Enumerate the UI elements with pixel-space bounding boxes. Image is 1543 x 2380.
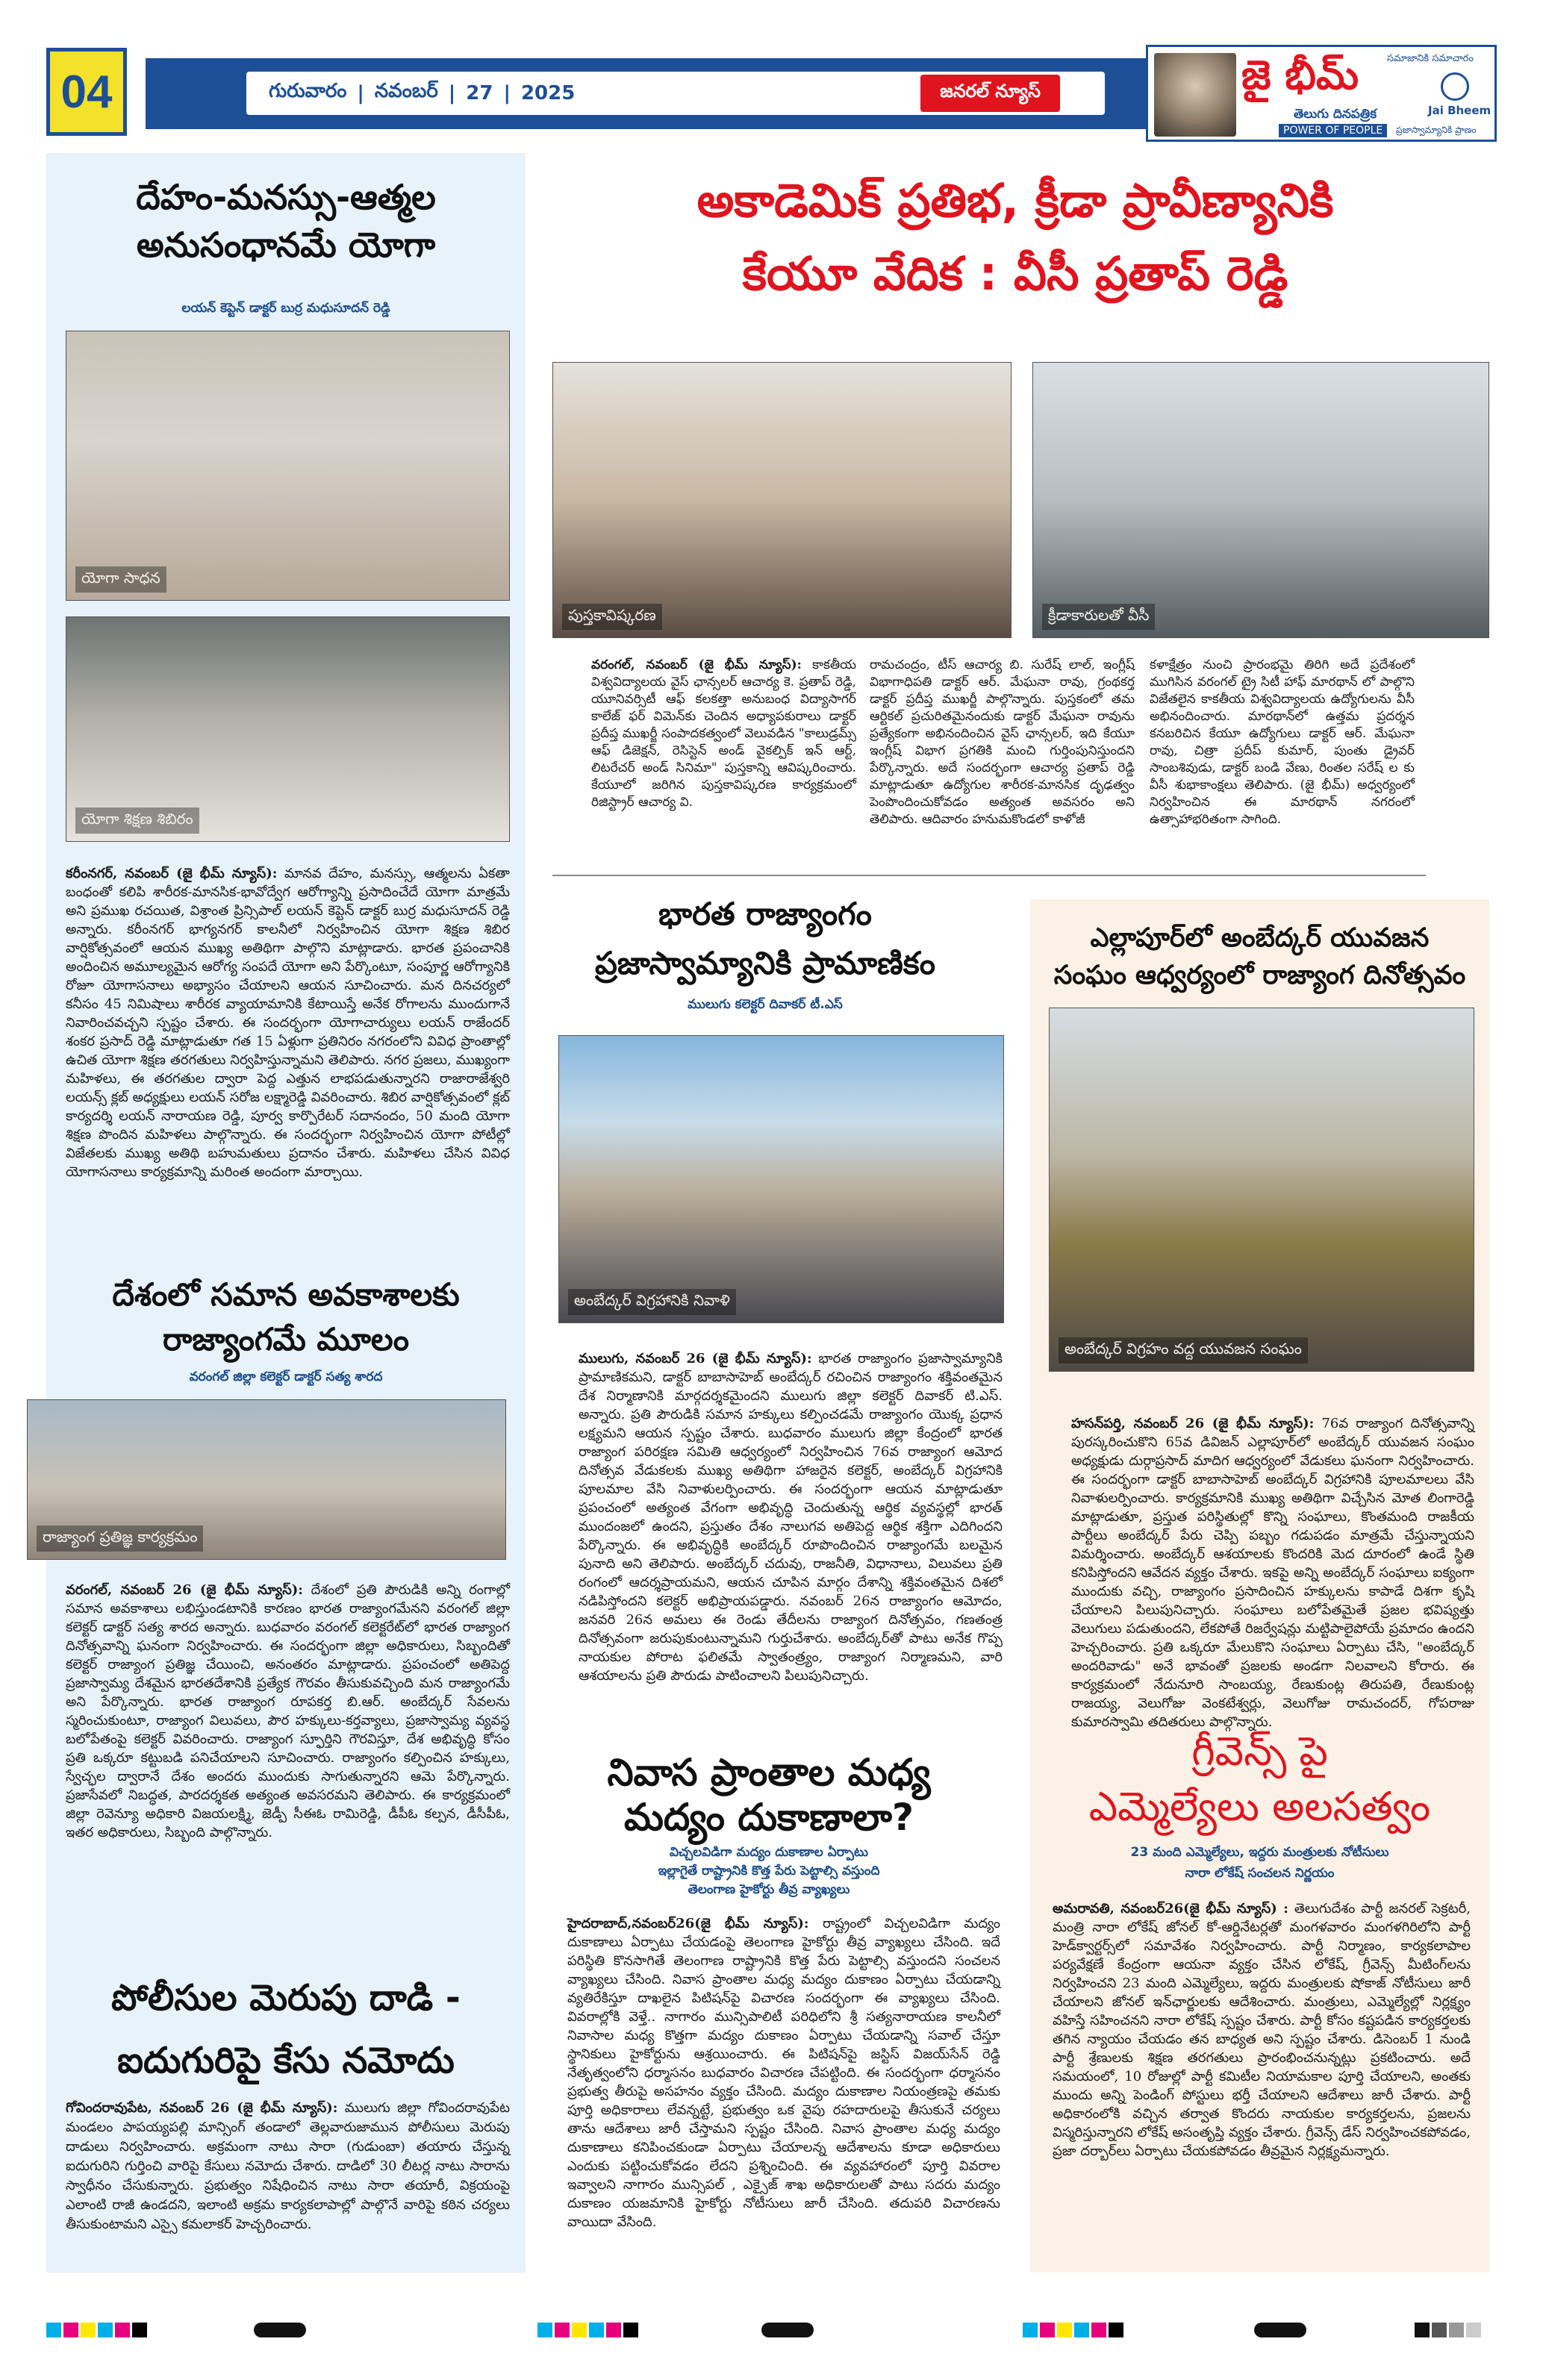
equal-headline: దేశంలో సమాన అవకాశాలకు రాజ్యాంగమే మూలం xyxy=(112,1276,460,1358)
kakatiya-col-1: వరంగల్, నవంబర్ (జై భీమ్ న్యూస్): కాకతీయ విశ్వవిద్యాలయ వైస్ ఛాన్సలర్ ఆచార్య కె. ప్రతాప్ రెడ్డి, యూనివర్సిటీ ఆఫ్ కలకత్తా అనుబంధ విద్యాసాగర్ కాలేజ్ ఫర్ విమెన్‌కు చెందిన అధ్యాపకురాలు డాక్టర్ ప్రదీప్త ముఖర్జీ సంపాదకత్వంలో వెలువడిన "కాలుడ్రమ్స్ ఆఫ్ డిజెక్షన్, రెసిస్టెన్ అండ్ వైకల్పిక్ ఇన్ ఆర్ట్, లిటరేచర్ అండ్ సినిమా" పుస్తకాన్ని ఆవిష్కరించారు. కేయూలో జరిగిన పుస్తకావిష్కరణ కార్యక్రమంలో రిజిస్ట్రార్ ఆచార్య వి. xyxy=(591,658,856,810)
logo-tag-top: సమాజానికి సమాచారం xyxy=(1387,53,1474,64)
ambedkar-portrait-icon xyxy=(1154,53,1236,137)
grievance-sub-2: నారా లోకేష్ సంచలన నిర్ణయం xyxy=(1185,1866,1335,1881)
page-number: 04 xyxy=(60,66,113,118)
liquor-sub-2: ఇల్లాగైతే రాష్ట్రానికి కొత్త పేరు పెట్టాల్సి వస్తుంది xyxy=(658,1864,880,1878)
mulugu-byline: ములుగు కలెక్టర్ దివాకర్ టీ.ఎస్ xyxy=(688,997,843,1012)
logo-sub-english: POWER OF PEOPLE xyxy=(1279,124,1387,137)
logo-tag-bottom: ప్రజాస్వామ్యానికి ప్రాణం xyxy=(1396,125,1477,135)
section-tag: జనరల్ న్యూస్ xyxy=(920,75,1060,112)
mulugu-headline: భారత రాజ్యాంగం ప్రజాస్వామ్యానికి ప్రామాణికం xyxy=(594,896,936,981)
mulugu-article: ములుగు, నవంబర్ 26 (జై భీమ్ న్యూస్): భారత రాజ్యాంగం ప్రజాస్వామ్యానికి ప్రామాణికమని, డాక్టర్ బాబాసాహెబ్ అంబేద్కర్ రచించిన రాజ్యాంగం శక్తివంతమైన దేశ నిర్మాణానికి మార్గదర్శకమైందని ములుగు జిల్లా కలెక్టర్ దివాకర్ టి.ఎస్. అన్నారు. ప్రతి పౌరుడికి సమాన హక్కులు కల్పించడమే రాజ్యాంగం యొక్క ప్రధాన లక్ష్యమని ఆయన స్పష్టం చేశారు. బుధవారం ములుగు జిల్లా కేంద్రంలో భారత రాజ్యాంగ పరిరక్షణ సమితి ఆధ్వర్యంలో నిర్వహించిన 76వ రాజ్యాంగ ఆమోద దినోత్సవ వేడుకలకు ముఖ్య అతిథిగా హాజరైన కలెక్టర్, అంబేద్కర్ విగ్రహానికి పూలమాల వేసి నివాళులర్పించారు. ఈ సందర్భంగా ఆయన మాట్లాడుతూ ప్రపంచంలో అత్యంత వేగంగా అభివృద్ధి చెందుతున్న ఆర్థిక వ్యవస్థల్లో భారత్ ముందంజలో ఉందని, ప్రస్తుతం దేశం నాలుగవ అతిపెద్ద ఆర్థిక శక్తిగా ఎదిగిందని పేర్కొన్నారు. ఈ అభివృద్ధికి అంబేద్కర్ రూపొందించిన రాజ్యాంగమే బలమైన పునాది అని తెలిపారు. అంబేద్కర్ చదువు, రాజనీతి, విధానాలు, విలువలు ప్రతి రంగంలో ఆదర్శప్రాయమని, ఆయన చూపిన మార్గం దేశాన్ని శక్తివంతమైన దిశలో నడిపిస్తోందని కలెక్టర్ అభిప్రాయపడ్డారు. నవంబర్ 26న రాజ్యాంగం ఆమోదం, జనవరి 26న అమలు ఈ రెండు తేదీలను రాజ్యాంగ దినోత్సవం, గణతంత్ర దినోత్సవంగా జరుపుకుంటున్నామని గుర్తుచేశారు. అంబేద్కర్‌తో పాటు అనేక గొప్ప నాయకుల పోరాట ఫలితమే స్వాతంత్ర్యం, రాజ్యాంగ నిర్మాణమని, వారి ఆశయాలను ప్రతి పౌరుడు పాటించాలని పిలుపునిచ్చారు. xyxy=(579,1351,1003,1684)
mulugu-photo: అంబేద్కర్ విగ్రహానికి నివాళి xyxy=(558,1035,1004,1323)
equal-article: వరంగల్, నవంబర్ 26 (జై భీమ్ న్యూస్): దేశంలో ప్రతి పౌరుడికి అన్ని రంగాల్లో సమాన అవకాశాలు లభిస్తుండటానికి కారణం భారత రాజ్యాంగమేనని వరంగల్ జిల్లా కలెక్టర్ డాక్టర్ సత్య శారద అన్నారు. బుధవారం వరంగల్ కలెక్టరేట్‌లో భారత రాజ్యాంగ దినోత్సవాన్ని ఘనంగా నిర్వహించారు. ఈ సందర్భంగా జిల్లా అధికారులు, సిబ్బందితో కలెక్టర్ రాజ్యాంగ ప్రతిజ్ఞ చేయించి, అనంతరం మాట్లాడారు. ప్రపంచంలో అతిపెద్ద ప్రజాస్వామ్య దేశమైన భారతదేశానికి ప్రత్యేక గౌరవం తీసుకువచ్చింది మన రాజ్యాంగమే అని పేర్కొన్నారు. భారత రాజ్యాంగ రూపకర్త బి.ఆర్. అంబేద్కర్ సేవలను స్మరించుకుంటూ, రాజ్యాంగ విలువలు, పౌర హక్కులు-కర్తవ్యాలు, ప్రజాస్వామ్య వ్యవస్థ బలోపేతంపై కలెక్టర్ వివరించారు. రాజ్యాంగ స్ఫూర్తిని గౌరవిస్తూ, దేశ అభివృద్ధి కోసం ప్రతి ఒక్కరూ కట్టుబడి పనిచేయాలని సూచించారు. రాజ్యాంగం కల్పించిన హక్కులు, స్వేచ్ఛల ద్వారానే దేశం అందరు ముందుకు సాగుతున్నారని ఆమె పేర్కొన్నారు. ప్రజాసేవలో నిబద్ధత, పారదర్శకత అత్యంత అవసరమని తెలిపారు. ఈ కార్యక్రమంలో జిల్లా రెవెన్యూ అధికారి విజయలక్ష్మి, జెడ్పీ సీఈఓ రామిరెడ్డి, డీపీఓ కల్పన, డీసీపీఓ, ఇతర అధికారులు, సిబ్బంది పాల్గొన్నారు. xyxy=(66,1582,510,1840)
police-headline: పోలీసుల మెరుపు దాడి - ఐదుగురిపై కేసు నమోదు xyxy=(111,1977,461,2081)
equal-byline: వరంగల్ జిల్లా కలెక్టర్ డాక్టర్ సత్య శారద xyxy=(189,1369,383,1384)
kakatiya-photo-2: క్రీడాకారులతో వీసీ xyxy=(1032,362,1489,638)
yoga-headline: దేహం-మనస్సు-ఆత్మల అనుసంధానమే యోగా xyxy=(136,177,436,265)
color-bar-right xyxy=(1023,2323,1123,2337)
grievance-article: అమరావతి, నవంబర్26(జై భీమ్ న్యూస్) : తెలుగుదేశం పార్టీ జనరల్ సెక్రటరీ, మంత్రి నారా లోకేష్ జోనల్ కో-ఆర్డినేటర్లతో మంగళవారం మంగళగిరిలోని పార్టీ హెడ్‌క్వార్టర్స్‌లో సమావేశం నిర్వహించారు. పార్టీ నిర్మాణం, కార్యకలాపాల పర్యవేక్షణే కేంద్రంగా ఆయనా వ్యక్తం చేసిన లోకేష్, గ్రీవెన్స్ మీటింగ్‌లను నిర్వహించని 23 మంది ఎమ్మెల్యేలు, ఇద్దరు మంత్రులకు షోకాజ్ నోటీసులు జారీ చేయాలని జోనల్ ఇన్‌ఛార్జులకు ఆదేశించారు. మంత్రులు, ఎమ్మెల్యేల్లో నిర్లక్ష్యం వహిస్తే సహించనని నారా లోకేష్ స్పష్టం చేశారు. పార్టీ కోసం కష్టపడిన కార్యకర్తలకు తగిన న్యాయం చేయడం తన బాధ్యత అని స్పష్టం చేశారు. డిసెంబర్ 1 నుండి పార్టీ శ్రేణులకు శిక్షణ తరగతులు ప్రారంభించనున్నట్లు ప్రకటించారు. అదే సమయంలో, 10 రోజుల్లో పార్టీ కమిటీల నియామకాల పూర్తి చేయాలని, అంతకు ముందు అన్ని పెండింగ్ పోస్టులు భర్తీ చేయాలని ఆదేశాలు జారీ చేశారు. పార్టీ అధికారంలోకి వచ్చిన తర్వాత కొందరు నాయకుల కార్యకర్తలను, ప్రజలను విస్మరిస్తున్నారని లోకేష్ అసంతృప్తి వ్యక్తం చేశారు. గ్రీవెన్స్ డేస్ నిర్వహించకపోవడం, ప్రజా దర్బార్‌లు ఏర్పాటు చేయకపోవడం తీవ్రమైన నిర్లక్ష్యమన్నారు. xyxy=(1053,1901,1471,2159)
equal-photo: రాజ్యాంగ ప్రతిజ్ఞ కార్యక్రమం xyxy=(27,1399,506,1560)
logo-title: జై భీమ్ xyxy=(1241,51,1359,99)
logo-block xyxy=(1146,45,1497,142)
liquor-article: హైదరాబాద్,నవంబర్26(జై భీమ్ న్యూస్): రాష్ట్రంలో విచ్చలవిడిగా మద్యం దుకాణాలు ఏర్పాటు చేయడంపై తెలంగాణ హైకోర్టు తీవ్ర వ్యాఖ్యలు చేసింది. ఇదే పరిస్థితి కొనసాగితే తెలంగాణ రాష్ట్రానికి కొత్త పేరు పెట్టాల్సి వస్తుందని సంచలన వ్యాఖ్యలు చేసింది. నివాస ప్రాంతాల మధ్య మద్యం దుకాణం ఏర్పాటు చేయడాన్ని వ్యతిరేకిస్తూ దాఖలైన పిటిషన్‌పై విచారణ సందర్భంగా ఈ వ్యాఖ్యలు చేసింది. వివరాల్లోకి వెళ్తే.. నాగారం మున్సిపాలిటీ పరిధిలోని శ్రీ సత్యనారాయణ కాలనీలో నివాసాల మధ్య కొత్తగా మద్యం దుకాణం ఏర్పాటు చేయడాన్ని సవాల్ చేస్తూ స్థానికులు హైకోర్టును ఆశ్రయించారు. ఈ పిటిషన్‌పై జస్టిస్ విజయ్‌సేన్ రెడ్డి నేతృత్వంలోని ధర్మాసనం బుధవారం విచారణ చేపట్టింది. ఈ సందర్భంగా ధర్మాసనం ప్రభుత్వ తీరుపై అసహనం వ్యక్తం చేసింది. మద్యం దుకాణాల నియంత్రణపై తమకు పూర్తి అధికారాలు లేవన్నట్టే, ప్రభుత్వం ఒక వైపు రహదారులపై తీసుకునే చర్యలు తాను ఆదేశాలు జారీ చేస్తామని స్పష్టం చేసింది. నివాస ప్రాంతాల మధ్య మద్యం దుకాణాలు కనిపించకుండా ఏర్పాటు చేయాలన్న ఆదేశాలను కూడా అధికారులు ఎందుకు పట్టించుకోవడం లేదని ప్రశ్నించింది. ఈ వ్యవహారంలో పూర్తి వివరాల ఇవ్వాలని నాగారం మున్సిపల్ , ఎక్సైజ్ శాఖ అధికారులతో పాటు సదరు మద్యం దుకాణం యజమానికి హైకోర్టు నోటీసులు జారీ చేసింది. తదుపరి విచారణను వాయిదా వేసింది. xyxy=(567,1916,1000,2230)
color-bar-gray xyxy=(1415,2323,1481,2337)
date-num: 27 xyxy=(466,82,493,104)
liquor-sub-1: విచ్చలవిడిగా మద్యం దుకాణాల ఏర్పాటు xyxy=(670,1845,868,1860)
logo-english: Jai Bheem xyxy=(1428,104,1491,117)
grievance-headline: గ్రీవెన్స్ పై ఎమ్మెల్యేలు అలసత్వం xyxy=(1088,1728,1431,1830)
reg-mark-2 xyxy=(761,2323,814,2337)
date-year: 2025 xyxy=(520,82,576,104)
yellapur-article: హసన్‌పర్తి, నవంబర్ 26 (జై భీమ్ న్యూస్): 76వ రాజ్యాంగ దినోత్సవాన్ని పురస్కరించుకొని 65వ డివిజన్ ఎల్లాపూర్‌లో అంబేద్కర్ యువజన సంఘం అధ్యక్షుడు దుర్గాప్రసాద్ మాదిగ ఆధ్వర్యంలో వేడుకలు ఘనంగా నిర్వహించారు. ఈ సందర్భంగా డాక్టర్ బాబాసాహెబ్ అంబేద్కర్ విగ్రహానికి పూలమాలలు వేసి నివాళులర్పించారు. కార్యక్రమానికి ముఖ్య అతిథిగా విచ్చేసిన మోత లింగారెడ్డి మాట్లాడుతూ, ప్రస్తుత పరిస్థితుల్లో కొన్ని సంఘాలు, కొంతమంది రాజకీయ పార్టీలు అంబేద్కర్ పేరు చెప్పి పబ్బం గడుపడం మాత్రమే చేస్తున్నాయని విమర్శించారు. అంబేద్కర్ ఆశయాలకు కొందరికి మెద దూరంలో ఉండే స్థితి కనిపిస్తోందని ఆవేదన వ్యక్తం చేశారు. ఇకపై అన్ని అంబేద్కర్ సంఘాలు ఐక్యంగా ముందుకు వచ్చి, రాజ్యాంగం ప్రసాదించిన హక్కులను కాపాడే దిశగా కృషి చేయాలని పిలుపునిచ్చారు. సంఘాలు బలోపేతమైతే ప్రజల భవిష్యత్తు వెలుగులు పడుతుందని, లేకపోతే రిజర్వేషన్లు మట్టిపాలైపోయే ప్రమాదం ఉందని హెచ్చరించారు. ప్రతి ఒక్కరూ మేలుకొని సంఘాలు ఏర్పాటు చేసి, "అంబేద్కర్ అందరివాడు" అనే భావంతో ప్రజలకు అండగా నిలవాలని కోరారు. ఈ కార్యక్రమంలో నేదునూరి సాంబయ్య, రేణుకుంట్ల తిరుపతి, రేణుకుంట్ల రాజయ్య, వెలుగోజు వెంకటేశ్వర్లు, వెలుగోజు రామచందర్, గోపరాజు కుమారస్వామి తదితరులు పాల్గొన్నారు. xyxy=(1071,1416,1474,1730)
yellapur-photo: అంబేద్కర్ విగ్రహం వద్ద యువజన సంఘం xyxy=(1049,1008,1474,1372)
color-bar-mid xyxy=(537,2323,638,2337)
color-bar-left xyxy=(46,2323,147,2337)
date-strip: గురువారం | నవంబర్ | 27 | 2025 జనరల్ న్యూస్ xyxy=(246,72,1105,115)
jai-bheem-emblem-icon xyxy=(1441,72,1469,101)
kakatiya-col-2: రామచంద్రం, టీస్ ఆచార్య బి. సురేష్ లాల్, ఇంగ్లీష్ విభాగాధిపతి డాక్టర్ ఆర్. మేఘనా రావు, గ్రంథకర్త డాక్టర్ ప్రదీప్త ముఖర్జీ పాల్గొన్నారు. పుస్తకంలో తమ ఆర్టికల్ ప్రచురితమైనందుకు డాక్టర్ మేఘనా రావును ప్రత్యేకంగా అభినందించిన వైస్ ఛాన్సలర్, ఇది కేయూ ఇంగ్లీష్ విభాగ ప్రగతికి మంచి గుర్తింపునిస్తుందని పేర్కొన్నారు. అదే సందర్భంగా ఆచార్య ప్రతాప్ రెడ్డి మాట్లాడుతూ ఉద్యోగుల శారీరక-మానసిక దృఢత్వం పెంపొందించుకోవడం అత్యంత అవసరం అని తెలిపారు. ఆదివారం హనుమకొండలో కాళోజీ xyxy=(870,658,1135,827)
yoga-photo-1: యోగా సాధన xyxy=(66,331,510,601)
kakatiya-headline: అకాడెమిక్ ప్రతిభ, క్రీడా ప్రావీణ్యానికి కేయూ వేదిక : వీసీ ప్రతాప్ రెడ్డి xyxy=(696,173,1334,301)
police-article: గోవిందరావుపేట, నవంబర్ 26 (జై భీమ్ న్యూస్): ములుగు జిల్లా గోవిందరావుపేట మండలం పాపయ్యపల్లి మాన్సింగ్ తండాలో తెల్లవారుజామున పోలీసులు మెరుపు దాడులు నిర్వహించారు. అక్రమంగా నాటు సారా (గుడుంబా) తయారు చేస్తున్న ఐదుగురిని గుర్తించి వారిపై కేసులు నమోదు చేశారు. దాడిలో 30 లీటర్ల నాటు సారాను స్వాధీనం చేసుకున్నారు. ప్రభుత్వం నిషేధించిన నాటు సారా తయారీ, విక్రయంపై ఎలాంటి రాజీ ఉండదని, ఇలాంటి అక్రమ కార్యకలాపాల్లో పాల్గొనే వారిపై కఠిన చర్యలు తీసుకుంటామని ఎస్సై కమలాకర్ హెచ్చరించారు. xyxy=(66,2100,511,2232)
reg-mark-3 xyxy=(1254,2323,1306,2337)
yellapur-headline: ఎల్లాపూర్‌లో అంబేద్కర్ యువజన సంఘం ఆధ్వర్యంలో రాజ్యాంగ దినోత్సవం xyxy=(1053,923,1466,990)
yoga-byline: లయన్ కెప్టెన్ డాక్టర్ బుర్ర మధుసూదన్ రెడ్డి xyxy=(181,301,390,316)
kakatiya-photo-1: పుస్తకావిష్కరణ xyxy=(552,362,1011,638)
date-day: గురువారం xyxy=(269,80,347,102)
grievance-sub-1: 23 మంది ఎమ్మెల్యేలు, ఇద్దరు మంత్రులకు నోటీసులు xyxy=(1130,1845,1389,1860)
yoga-article: కరీంనగర్, నవంబర్ (జై భీమ్ న్యూస్): మానవ దేహం, మనస్సు, ఆత్మలను ఏకతా బంధంతో కలిపి శారీరక-మానసిక-భావోద్వేగ ఆరోగ్యాన్ని ప్రసాదించేదే యోగా మాత్రమే అని ప్రముఖ రచయిత, విశ్రాంత ప్రిన్సిపాల్ లయన్ కెప్టెన్ డాక్టర్ బుర్ర మధుసూదన్ రెడ్డి అన్నారు. కరీంనగర్ భాగ్యనగర్ కాలనీలో నిర్వహించిన యోగా శిక్షణ శిబిర వార్షికోత్సవంలో ఆయన ముఖ్య అతిథిగా పాల్గొని మాట్లాడారు. భారత ప్రపంచానికి అందించిన అమూల్యమైన ఆరోగ్య సంపదే యోగా అని పేర్కొంటూ, సంపూర్ణ ఆరోగ్యానికి రోజూ యోగాసనాలు అభ్యాసం చేయాలని ఆయన సూచించారు. మన దినచర్యలో కనీసం 45 నిమిషాలు శారీరక వ్యాయామానికి కేటాయిస్తే అనేక రోగాలను ముందుగానే నివారించవచ్చని స్పష్టం చేశారు. ఈ సందర్భంగా యోగాచార్యులు లయన్ రాజేందర్ శంకర ప్రసాద్ రెడ్డి మాట్లాడుతూ గత 15 ఏళ్లుగా ప్రతినిరం నగరంలోని వివిధ ప్రాంతాల్లో ఉచిత యోగా శిక్షణ తరగతులు నిర్వహిస్తున్నామని తెలిపారు. నగర ప్రజలు, ముఖ్యంగా మహిళలు, ఈ తరగతుల ద్వారా పెద్ద ఎత్తున లాభపడుతున్నారని రాజారాజేశ్వరి లయన్స్ క్లబ్ అధ్యక్షులు లయన్ సరోజ లక్ష్మారెడ్డి వివరించారు. శిబిర వార్షికోత్సవంలో క్లబ్ కార్యదర్శి లయన్ నారాయణ రెడ్డి, పూర్వ కార్పొరేటర్ సదానందం, 50 మంది యోగా శిక్షణ పొందిన మహిళలు పాల్గొన్నారు. ఈ సందర్భంగా నిర్వహించిన యోగా పోటీల్లో విజేతలకు ముఖ్య అతిథి బహుమతులు ప్రదానం చేశారు. మహిళలు చేసిన వివిధ యోగాసనాలు కార్యక్రమాన్ని మరింత అందంగా మార్చాయి. xyxy=(66,866,510,1180)
kakatiya-col-3: కళాక్షేత్రం నుంచి ప్రారంభమై తిరిగి అదే ప్రదేశంలో ముగిసిన వరంగల్ ట్రై సిటీ హాఫ్ మారథాన్ లో పాల్గొని విజేతలైన కాకతీయ విశ్వవిద్యాలయ ఉద్యోగులను వీసీ అభినందించారు. మారథాన్‌లో ఉత్తమ ప్రదర్శన కనబరిచిన కేయూ ఉద్యోగులు డాక్టర్ ఆర్. మేఘనా రావు, చిత్రా ప్రదీప్ కుమార్, పుంతు డ్రైవర్ సాంబశివుడు, డాక్టర్ బండి వేణు, రింతల సరేష్ ల కు వీసీ శుభాకాంక్షలు తెలిపారు. (జై భీమ్) అధ్వర్యంలో నిర్వహించిన ఈ మారథాన్ నగరంలో ఉత్సాహాభరితంగా సాగింది. xyxy=(1150,658,1415,827)
reg-mark-1 xyxy=(254,2323,306,2337)
liquor-sub-3: తెలంగాణ హైకోర్టు తీవ్ర వ్యాఖ్యలు xyxy=(688,1882,850,1897)
logo-sub-telugu: తెలుగు దినపత్రిక xyxy=(1294,107,1377,122)
page-number-badge xyxy=(46,48,127,136)
yoga-photo-2: యోగా శిక్షణ శిబిరం xyxy=(66,616,510,842)
liquor-headline: నివాస ప్రాంతాల మధ్య మద్యం దుకాణాలా? xyxy=(607,1751,931,1839)
divider xyxy=(552,875,1426,876)
date-month: నవంబర్ xyxy=(374,80,438,102)
